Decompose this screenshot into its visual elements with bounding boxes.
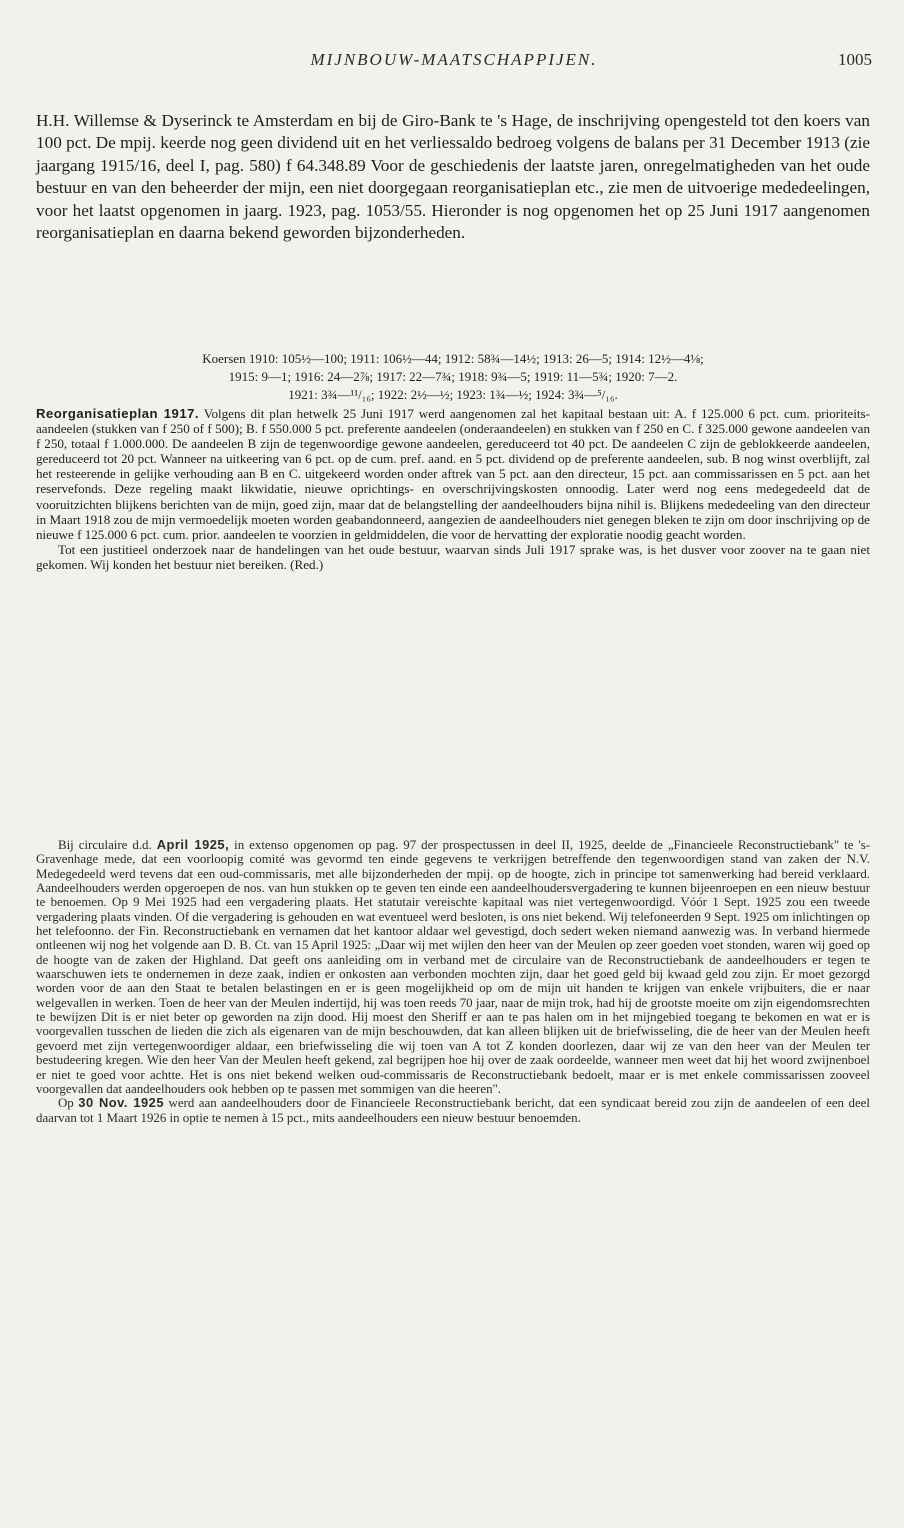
page-header: [36, 50, 872, 74]
circular-prefix: Bij circulaire d.d.: [58, 838, 152, 852]
circular-date-label: April 1925,: [156, 837, 230, 852]
courses-line-2: 1915: 9—1; 1916: 24—2⅞; 1917: 22—7¾; 1918: 9¾—5; 1919: 11—5¾; 1920: 7—2.: [228, 369, 678, 384]
reorganisation-text: Volgens dit plan hetwelk 25 Juni 1917 werd aangenomen zal het kapitaal bestaan uit: A. f 125.000 6 pct. cum. prioriteits-aandeelen (stukken van f 250 of f 500); B. f 550.000 5 pct. preferente aandeelen (onderaandeelen) en stukken van f 250 en C. f 325.000 gewone aandeelen van f 250, totaal f 1.000.000. De aandeelen B zijn de tegenwoordige gewone aandeelen, gereduceerd tot 40 pct. De aandeelen C zijn de geblokkeerde aandeelen, gereduceerd tot 20 pct. Wanneer na uitkeering van 6 pct. op de cum. pref. aand. en 5 pct. dividend op de preferente aandeelen, sub. B nog winst overblijft, zal het resteerende in gelijke verhouding aan B en C. uitgekeerd worden onder aftrek van 5 pct. aan den directeur, 15 pct. aan commissarissen en 5 pct. aan het reservefonds. Deze regeling maakt likwidatie, nieuwe oprichtings- en overschrijvingskosten onnoodig. Later werd nog eens medegedeeld dat de vooruitzichten blijkens berichten van de mijn, goed zijn, maar dat de belangstelling der aandeelhouders bijna nihil is. Blijkens mededeeling van den directeur in Maart 1918 zou de mijn vermoedelijk moeten worden geabandonneerd, aangezien de aandeelhouders niet genegen bleken te zijn om door inschrijving op de nieuwe f 125.000 6 pct. cum. prior. aandeelen te voorzien in geldmiddelen, die voor de hervatting der exploratie noodig geacht worden.: [36, 406, 870, 542]
courses-line-3: 1921: 3¾—¹¹/₁₆; 1922: 2½—½; 1923: 1¾—½; 1924: 3¾—⁵/₁₆.: [288, 387, 618, 402]
november-paragraph: [36, 1096, 870, 1125]
intro-paragraph: [36, 110, 870, 244]
november-date-label: 30 Nov. 1925: [78, 1095, 165, 1111]
intro-text: H.H. Willemse & Dyserinck te Amsterdam en bij de Giro-Bank te 's Hage, de inschrijving opengesteld tot den koers van 100 pct. De mpij. keerde nog geen dividend uit en het verliessaldo bedroeg volgens de balans per 31 December 1913 (zie jaargang 1915/16, deel I, pag. 580) f 64.348.89 Voor de geschiedenis der laatste jaren, onregelmatigheden van het oude bestuur en van den beheerder der mijn, een niet doorgegaan reorganisatieplan etc., zie men de uitvoerige mededeelingen, voor het laatst opgenomen in jaarg. 1923, pag. 1053/55. Hieronder is nog opgenomen het op 25 Juni 1917 aangenomen reorganisatieplan en daarna bekend geworden bijzonderheden.: [36, 111, 870, 243]
reorganisation-label: Reorganisatieplan 1917.: [36, 406, 200, 421]
reorganisation-section: [36, 406, 870, 572]
price-courses: [36, 350, 870, 404]
circular-text: in extenso opgenomen op pag. 97 der prospectussen in deel II, 1925, deelde de „Financieele Reconstructiebank" te 's-Gravenhage mede, dat een voorloopig comité was gevormd ten einde gegevens te verkrijgen betreffende den tegenwoordigen stand van zaken der N.V. Medegedeeld werd tevens dat een oud-commissaris, met alle bijzonderheden der mpij. op de hoogte, zich in principe tot samenwerking had bereid verklaard. Aandeelhouders werden opgeroepen de nos. van hun stukken op te geven ten einde een aandeelhoudersvergadering te kunnen bijeenroepen en een nieuw bestuur te benoemen. Op 9 Mei 1925 had een vergadering plaats. Het statutair vereischte kapitaal was niet vertegenwoordigd. Vóór 1 Sept. 1925 zou een tweede vergadering plaats vinden. Of die vergadering is gehouden en wat eventueel werd besloten, is ons niet bekend. Wij telefoneerden 9 Sept. 1925 om inlichtingen op het telefoonno. der Fin. Reconstructiebank en vernamen dat het kantoor aldaar wel gevestigd, doch sedert weken niemand aanwezig was. In verband hiermede ontleenen wij nog het volgende aan D. B. Ct. van 15 April 1925: „Daar wij met wijlen den heer van der Meulen op zeer goeden voet stonden, waren wij goed op de hoogte van de zaken der Highland. Dat geeft ons aanleiding om in verband met de circulaire van de Reconstructiebank de aandeelhouders er tegen te waarschuwen iets te ondernemen in deze zaak, indien er onkosten aan verbonden mochten zijn, daar het goed geld bij kwaad geld zou zijn. Er moet gezorgd worden voor de aan den Staat te betalen belastingen en er is geen mogelijkheid op om de mijn uit handen te krijgen van enkele vrijbuiters, die er naar welgevallen in werken. Toen de heer van der Meulen indertijd, hij was toen reeds 70 jaar, naar de mijn trok, had hij de grootste moeite om zijn eigendomsrechten te bewijzen Dit is er niet beter op geworden na zijn dood. Hij moest den Sheriff er aan te pas halen om in het mijngebied toegang te bekomen en wat er is voorgevallen tusschen de lieden die zich als eigenaren van de mijn beschouwden, dat kan alleen blijken uit de briefwisseling, die de heer van der Meulen heeft gevoerd met zijn vertegenwoordiger aldaar, een briefwisseling die wij toen van A tot Z konden doorlezen, daar wij ze van den heer van der Meulen ter bestudeering kregen. Wie den heer Van der Meulen heeft gekend, zal begrijpen hoe hij over de zaak oordeelde, wanneer men weet dat hij het woord zwijnenboel er niet te goed voor achtte. Het is ons niet bekend welken oud-commissaris de Reconstructiebank bedoelt, maar er is met enkele commissarissen zooveel voorgevallen dat aandeelhouders ook hebben op te passen met sommigen van die heeren".: [36, 838, 871, 1096]
running-title: MIJNBOUW-MAATSCHAPPIJEN.: [310, 50, 598, 69]
circular-section: [36, 838, 870, 1125]
november-prefix: Op: [58, 1096, 74, 1111]
page-number: 1005: [838, 50, 872, 69]
november-text: werd aan aandeelhouders door de Financieele Reconstructiebank bericht, dat een syndicaat bereid zou zijn de aandeelen of een deel daarvan tot 1 Maart 1926 in optie te nemen à 15 pct., mits aandeelhouders een nieuw bestuur benoemden.: [36, 1096, 870, 1125]
circular-paragraph: [36, 838, 870, 1096]
reorganisation-paragraph: [36, 406, 870, 542]
investigation-paragraph: Tot een justitieel onderzoek naar de handelingen van het oude bestuur, waarvan sinds Juli 1917 sprake was, is het dusver voor zoover na te gaan niet gekomen. Wij konden het bestuur niet bereiken. (Red.): [36, 541, 870, 572]
courses-line-1: Koersen 1910: 105½—100; 1911: 106½—44; 1912: 58¾—14½; 1913: 26—5; 1914: 12½—4⅛;: [202, 351, 704, 366]
